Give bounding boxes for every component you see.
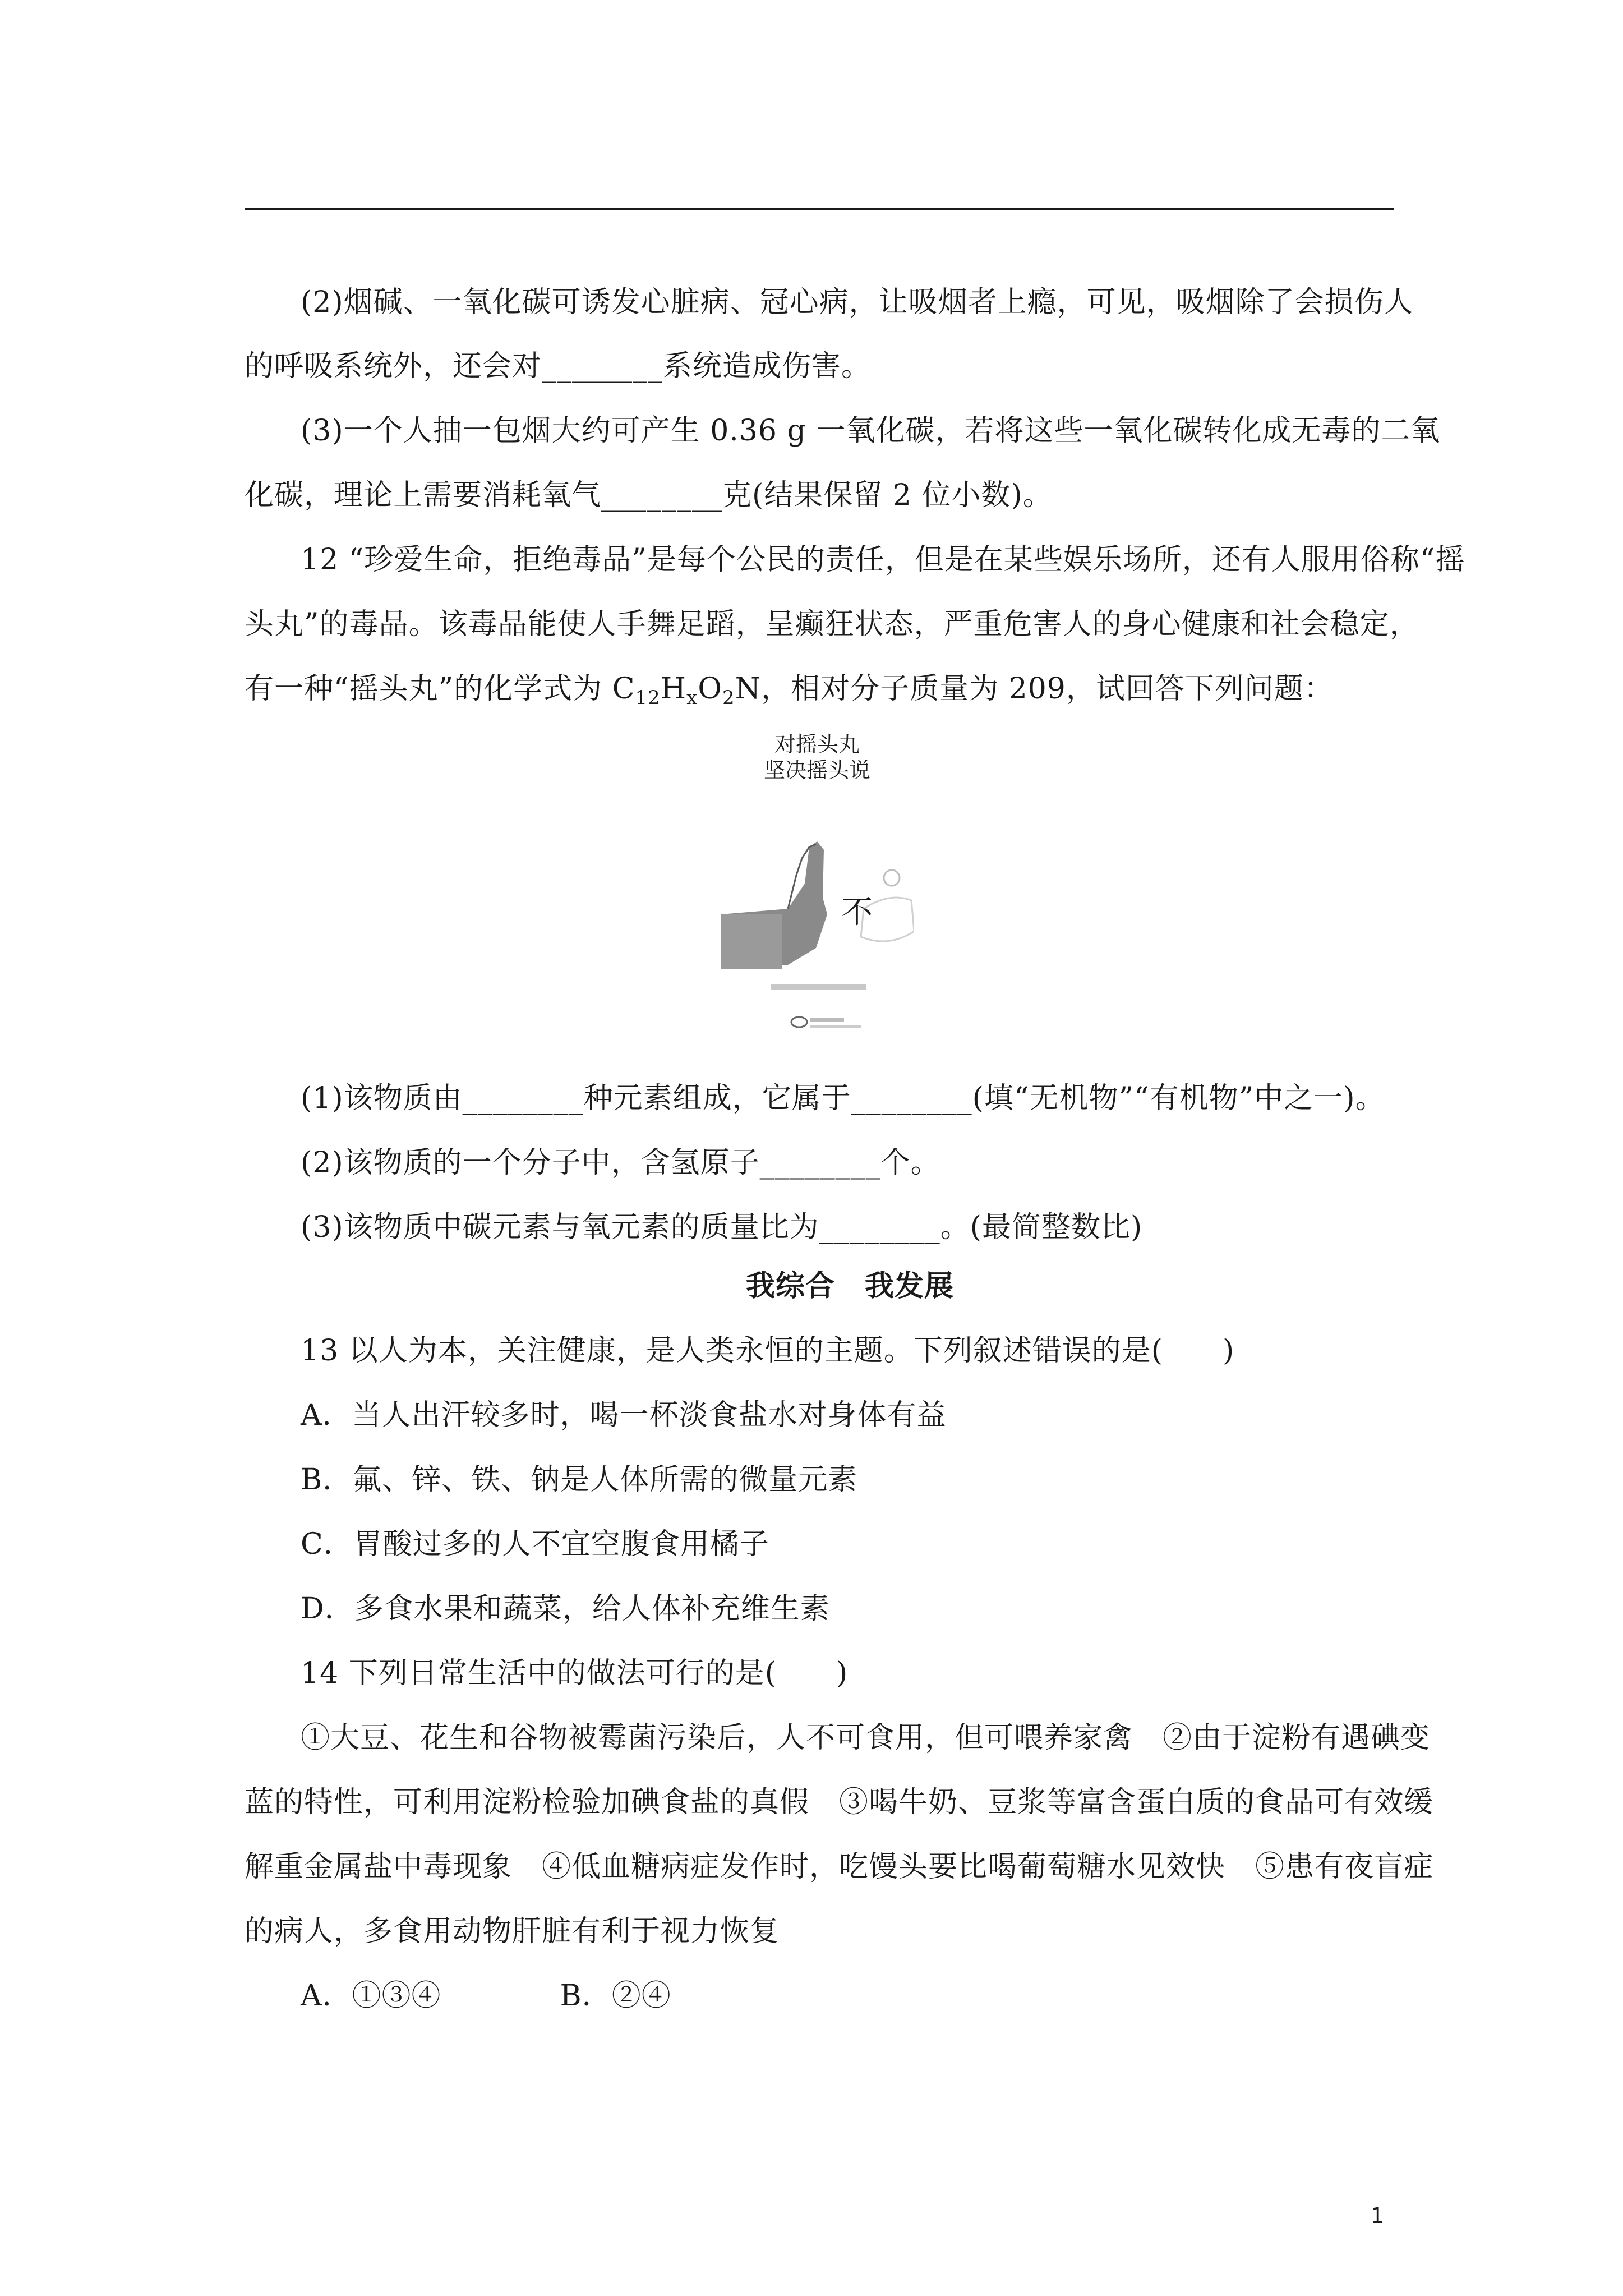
question-14-body: 的病人，多食用动物肝脏有利于视力恢复: [245, 1915, 780, 1948]
question-13-option-a: A．当人出汗较多时，喝一杯淡食盐水对身体有益: [301, 1398, 947, 1432]
text-line: (3)一个人抽一包烟大约可产生 0.36 g 一氧化碳，若将这些一氧化碳转化成无毒的二氧: [301, 414, 1441, 448]
text-line: 的呼吸系统外，还会对________系统造成伤害。: [245, 349, 872, 383]
question-14-options: A．①③④ B．②④: [301, 1979, 671, 2013]
question-13-option-d: D．多食水果和蔬菜，给人体补充维生素: [301, 1592, 830, 1626]
poster-logo-icon: [791, 1017, 861, 1028]
question-12-2: (2)该物质的一个分子中，含氢原子________个。: [301, 1146, 940, 1180]
text-line: (2)烟碱、一氧化碳可诱发心脏病、冠心病，让吸烟者上瘾，可见，吸烟除了会损伤人: [301, 286, 1414, 319]
header-rule: [245, 208, 1394, 210]
question-13-stem: 13 以人为本，关注健康，是人类永恒的主题。下列叙述错误的是( ): [301, 1334, 1235, 1368]
anti-drug-poster: [721, 729, 914, 1063]
page-number: 1: [1371, 2203, 1385, 2228]
question-14-body: 解重金属盐中毒现象 ④低血糖病症发作时，吃馒头要比喝葡萄糖水见效快 ⑤患有夜盲症: [245, 1850, 1434, 1884]
poster-small-text: [771, 984, 866, 990]
question-14-body: 蓝的特性，可利用淀粉检验加碘食盐的真假 ③喝牛奶、豆浆等富含蛋白质的食品可有效缓: [245, 1786, 1434, 1819]
question-13-option-b: B．氟、锌、铁、钠是人体所需的微量元素: [301, 1463, 858, 1497]
question-12-3: (3)该物质中碳元素与氧元素的质量比为________。(最简整数比): [301, 1211, 1143, 1244]
text-line: 化碳，理论上需要消耗氧气________克(结果保留 2 位小数)。: [245, 478, 1053, 512]
poster-caption-2: 坚决摇头说: [763, 758, 871, 783]
text-line: 头丸”的毒品。该毒品能使人手舞足蹈，呈癫狂状态，严重危害人的身心健康和社会稳定，: [245, 608, 1419, 641]
text-line: 12 “珍爱生命，拒绝毒品”是每个公民的责任，但是在某些娱乐场所，还有人服用俗称“摇: [301, 543, 1465, 577]
section-title: 我综合 我发展: [746, 1269, 955, 1303]
question-12-1: (1)该物质由________种元素组成，它属于________(填“无机物”“有机物”中之一)。: [301, 1082, 1385, 1115]
poster-no-word: 不: [841, 894, 873, 931]
question-14-body: ①大豆、花生和谷物被霉菌污染后，人不可食用，但可喂养家禽 ②由于淀粉有遇碘变: [301, 1721, 1431, 1755]
poster-caption-1: 对摇头丸: [774, 732, 860, 757]
question-14-stem: 14 下列日常生活中的做法可行的是( ): [301, 1657, 849, 1690]
hand-stop-icon: [721, 841, 827, 969]
formula-line: 有一种“摇头丸”的化学式为 $C_{12}H_xO_2N$，相对分子质量为 209，试回答下列问题：: [245, 672, 1334, 709]
question-13-option-c: C．胃酸过多的人不宜空腹食用橘子: [301, 1527, 769, 1561]
